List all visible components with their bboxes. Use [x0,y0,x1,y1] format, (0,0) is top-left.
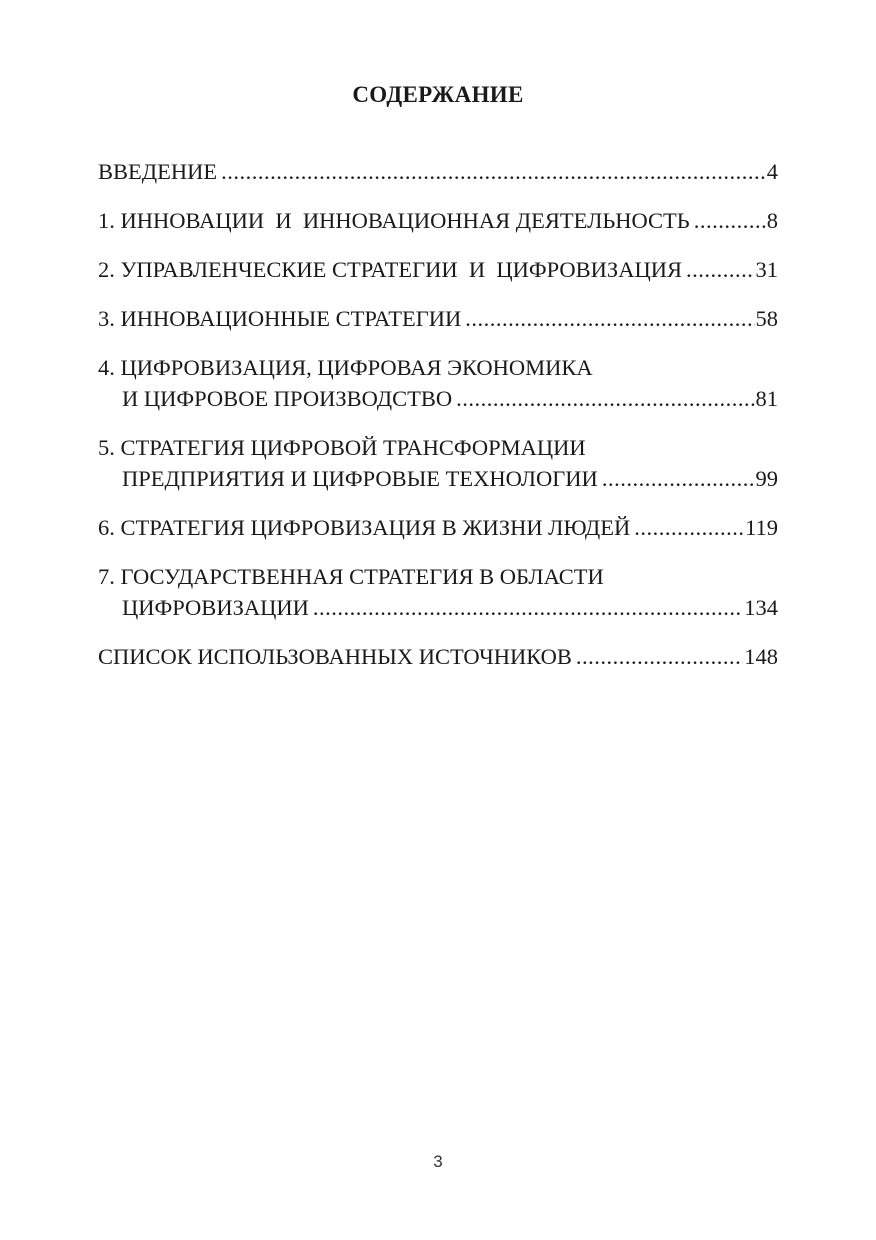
dot-leader [634,512,744,543]
toc-entry-title: 3. ИННОВАЦИОННЫЕ СТРАТЕГИИ [98,306,462,331]
toc-line [98,512,778,543]
toc-line [98,156,778,187]
toc-entry-chapter-7[interactable] [98,561,778,623]
page-number: 3 [433,1152,443,1171]
toc-line [98,205,778,236]
toc-line [98,383,778,414]
toc-line [98,592,778,623]
dot-leader [221,156,766,187]
toc-entry-title: ВВЕДЕНИЕ [98,159,218,184]
toc-page-number: 4 [766,159,778,184]
toc-entry-chapter-3[interactable] [98,303,778,334]
dot-leader [694,205,766,236]
dot-leader [576,641,743,672]
toc-line [98,303,778,334]
toc-entry-chapter-4[interactable] [98,352,778,414]
toc-line [98,254,778,285]
toc-entry-title-line-1: 4. ЦИФРОВИЗАЦИЯ, ЦИФРОВАЯ ЭКОНОМИКА [98,355,593,380]
toc-page-number: 8 [766,208,778,233]
toc-entry-title: 1. ИННОВАЦИИ И ИННОВАЦИОННАЯ ДЕЯТЕЛЬНОСТЬ [98,208,690,233]
toc-page-number: 58 [755,306,778,331]
toc-entry-title: 6. СТРАТЕГИЯ ЦИФРОВИЗАЦИЯ В ЖИЗНИ ЛЮДЕЙ [98,515,631,540]
toc-entry-chapter-6[interactable] [98,512,778,543]
toc-entry-chapter-5[interactable] [98,432,778,494]
toc-entry-chapter-2[interactable] [98,254,778,285]
toc-entry-chapter-1[interactable] [98,205,778,236]
toc-page-number: 134 [744,595,778,620]
toc-line [98,463,778,494]
toc-entry-title-line-1: 7. ГОСУДАРСТВЕННАЯ СТРАТЕГИЯ В ОБЛАСТИ [98,564,604,589]
toc-entry-title: СПИСОК ИСПОЛЬЗОВАННЫХ ИСТОЧНИКОВ [98,644,572,669]
toc-page-number: 99 [755,466,778,491]
toc-entry-title-line-2: ЦИФРОВИЗАЦИИ [122,595,309,620]
table-of-contents [98,156,778,690]
dot-leader [313,592,743,623]
toc-entry-introduction[interactable] [98,156,778,187]
toc-entry-title: 2. УПРАВЛЕНЧЕСКИЕ СТРАТЕГИИ И ЦИФРОВИЗАЦИЯ [98,257,682,282]
toc-line [98,641,778,672]
toc-entry-title-line-1: 5. СТРАТЕГИЯ ЦИФРОВОЙ ТРАНСФОРМАЦИИ [98,435,586,460]
toc-page-number: 119 [745,515,778,540]
toc-page-number: 81 [755,386,778,411]
dot-leader [465,303,754,334]
toc-entry-title-line-2: ПРЕДПРИЯТИЯ И ЦИФРОВЫЕ ТЕХНОЛОГИИ [122,466,598,491]
toc-page-number: 148 [744,644,778,669]
toc-entry-references[interactable] [98,641,778,672]
dot-leader [686,254,755,285]
page-title: СОДЕРЖАНИЕ [352,82,524,107]
toc-entry-title-line-2: И ЦИФРОВОЕ ПРОИЗВОДСТВО [122,386,453,411]
dot-leader [602,463,755,494]
toc-page-number: 31 [755,257,778,282]
dot-leader [456,383,754,414]
